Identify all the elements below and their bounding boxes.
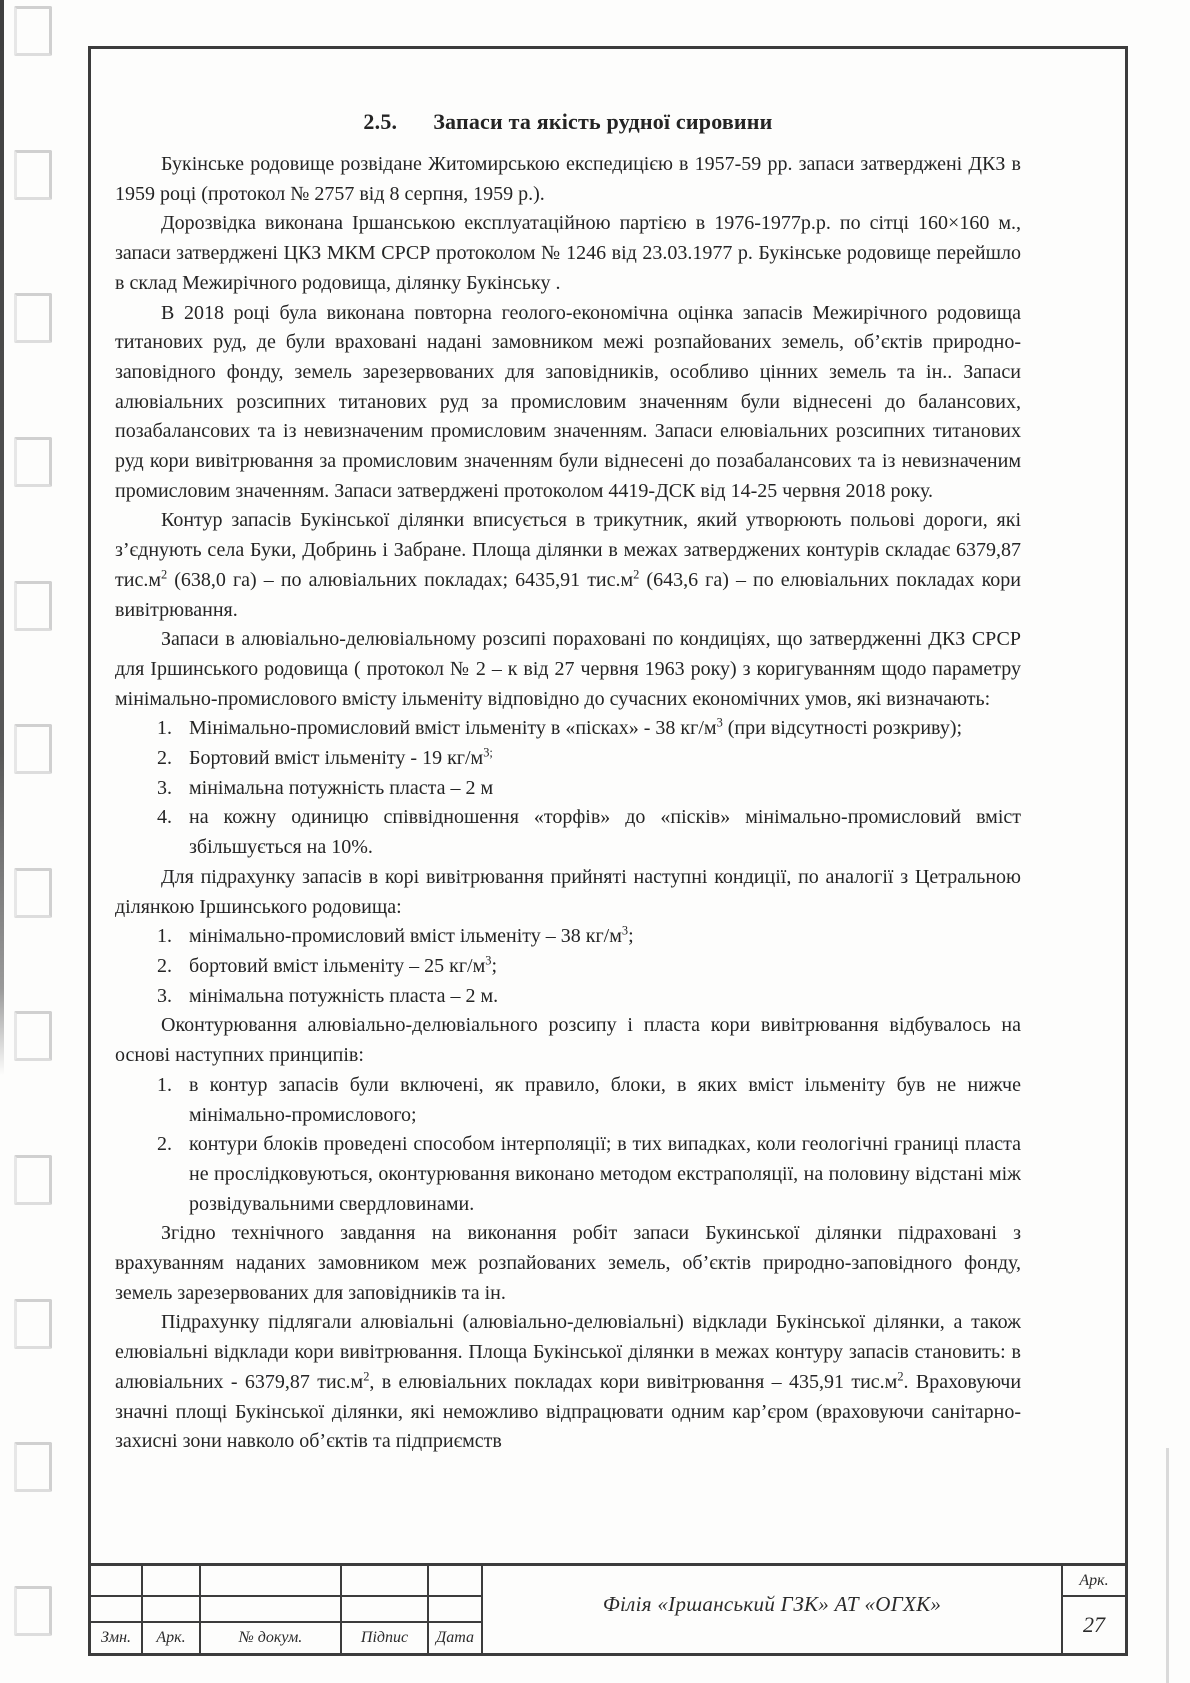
list-item-number: 2. (157, 1133, 172, 1156)
company-name-cell (483, 1566, 1063, 1653)
list-item (155, 1071, 1021, 1130)
titleblock-col-dokum: № докум. (201, 1623, 342, 1653)
binder-hole-mark (14, 150, 52, 200)
list-item-number: 2. (157, 747, 172, 770)
binder-hole-mark (14, 581, 52, 631)
page-frame (88, 46, 1128, 1656)
section-title: Запаси та якість рудної сировини (433, 109, 773, 134)
titleblock-col-pidpys: Підпис (342, 1623, 429, 1653)
list-item (155, 714, 1021, 744)
titleblock-empty-cell (91, 1597, 143, 1623)
sheet-number: 27 (1083, 1612, 1105, 1637)
list-item-number: 1. (157, 1073, 172, 1096)
list-item-text: Мінімально-промисловий вміст ільменіту в «пісках» - 38 $кг/м^3$ (при відсутності розкриву); (189, 715, 963, 740)
binder-hole-mark (14, 724, 52, 774)
list-item (155, 952, 1021, 982)
section-heading (115, 109, 1021, 135)
paragraph: Букінське родовище розвідане Житомирською експедицією в 1957-59 рр. запаси затверджені ДКЗ в 1959 році (протокол № 2757 від 8 серпня, 1959 р.). (115, 153, 1021, 205)
list-item (155, 774, 1021, 804)
paragraph: Дорозвідка виконана Іршанською експлуатаційною партією в 1976-1977р.р. по сітці 160×160 м., запаси затверджені ЦКЗ МКМ СРСР протоколом № 1246 від 23.03.1977 р. Букінське родовище перейшло в склад Межирічного родовища, ділянку Букінську . (115, 212, 1021, 294)
titleblock-empty-cell (429, 1597, 483, 1623)
list-item (155, 744, 1021, 774)
titleblock-empty-cell (201, 1597, 342, 1623)
list-item-number: 2. (157, 954, 172, 977)
list-item (155, 1130, 1021, 1219)
list-item (155, 922, 1021, 952)
paragraph: Запаси в алювіально-делювіальному розсипі пораховані по кондиціях, що затвердженні ДКЗ СРСР для Іршинського родовища ( протокол № 2 – к від 27 червня 1963 року) з коригуванням щодо параметру мінімально-промислового вмісту ільменіту відповідно до сучасних економічних умов, які визначають: (115, 628, 1021, 710)
list-item-text: Бортовий вміст ільменіту - 19 $кг/м^{3;}$ (189, 745, 493, 770)
titleblock-empty-cell (429, 1566, 483, 1597)
title-block-table (88, 1563, 1128, 1656)
titleblock-empty-cell (143, 1597, 201, 1623)
titleblock-col-zmn: Змн. (91, 1623, 143, 1653)
binder-hole-mark (14, 1442, 52, 1492)
sheet-label-cell: Арк. (1063, 1566, 1125, 1597)
titleblock-empty-cell (143, 1566, 201, 1597)
binder-hole-mark (14, 1299, 52, 1349)
titleblock-empty-cell (342, 1597, 429, 1623)
paragraph: Оконтурювання алювіально-делювіального розсипу і пласта кори вивітрювання відбувалось на основі наступних принципів: (115, 1014, 1021, 1067)
titleblock-col-data: Дата (429, 1623, 483, 1653)
document-body (115, 150, 1021, 1457)
binder-hole-mark (14, 1586, 52, 1636)
binder-hole-mark (14, 1155, 52, 1205)
paragraph: Для підрахунку запасів в корі вивітрювання прийняті наступні кондиції, по аналогії з Цетральною ділянкою Іршинського родовища: (115, 865, 1021, 918)
binder-hole-mark (14, 6, 52, 56)
binder-hole-mark (14, 868, 52, 918)
paragraph: Контур запасів Букінської ділянки вписується в трикутник, який утворюють польові дороги, які з’єднують села Буки, Добринь і Забране. Площа ділянки в межах затверджених контурів складає 6379,87 $тис.м^2$ (638,0 га) – по алювіальних покладах; 6435,91 $тис.м^2$ (643,6 га) – по елювіальних покладах кори вивітрювання. (115, 509, 1021, 621)
list-item-text: мінімальна потужність пласта – 2 м. (189, 984, 499, 1007)
section-number: 2.5. (363, 109, 398, 134)
titleblock-empty-cell (342, 1566, 429, 1597)
list-item-text: мінімальна потужність пласта – 2 м (189, 776, 494, 799)
scan-edge-shadow (0, 0, 4, 1075)
company-name: Філія «Іршанський ГЗК» АТ «ОГХК» (602, 1592, 942, 1616)
binder-hole-mark (14, 1011, 52, 1061)
list-item-number: 4. (157, 806, 172, 829)
list-item-text: в контур запасів були включені, як правило, блоки, в яких вміст ільменіту був не нижче мінімально-промислового; (189, 1073, 1021, 1126)
binder-hole-mark (14, 293, 52, 343)
list-item-text: бортовий вміст ільменіту – 25 $кг/м^3$; (189, 953, 497, 977)
list-item-number: 3. (157, 984, 172, 1007)
scan-artifact-line (1166, 1448, 1169, 1683)
list-item-text: на кожну одиницю співвідношення «торфів» до «пісків» мінімально-промисловий вміст збільшується на 10%. (189, 806, 1021, 859)
list-item-text: контури блоків проведені способом інтерполяції; в тих випадках, коли геологічні границі пласта не прослідковуються, оконтурювання виконано методом екстраполяції, на половину відстані між розвідувальними свердловинами. (189, 1133, 1021, 1215)
paragraph: Згідно технічного завдання на виконання робіт запаси Букинської ділянки підраховані з врахуванням наданих замовником меж розпайованих земель, об’єктів природно-заповідного фонду, земель зарезервованих для заповідників та ін. (115, 1222, 1021, 1304)
binder-hole-mark (14, 437, 52, 487)
list-item-number: 1. (157, 925, 172, 948)
titleblock-col-ark: Арк. (143, 1623, 201, 1653)
titleblock-empty-cell (91, 1566, 143, 1597)
list-item-number: 1. (157, 717, 172, 740)
paragraph: Підрахунку підлягали алювіальні (алювіально-делювіальні) відклади Букінської ділянки, а також елювіальні відклади кори вивітрювання. Площа Букінської ділянки в межах контуру запасів становить: в алювіальних - 6379,87 $тис.м^2$, в елювіальних покладах кори вивітрювання – 435,91 $тис.м^2$. Враховуючи значні площі Букінської ділянки, які неможливо відпрацювати одним кар’єром (враховуючи санітарно-захисні зони навколо об’єктів та підприємств (115, 1311, 1022, 1453)
list-item-text: мінімально-промисловий вміст ільменіту – 38 $кг/м^3$; (189, 923, 634, 948)
list-item (155, 982, 1021, 1012)
titleblock-empty-cell (201, 1566, 342, 1597)
list-item (155, 803, 1021, 862)
list-item-number: 3. (157, 776, 172, 799)
paragraph: В 2018 році була виконана повторна геолого-економічна оцінка запасів Межирічного родовища титанових руд, де були враховані надані замовником межі розпайованих земель, об’єктів природно-заповідного фонду, земель зарезервованих для заповідників, особливо цінних земель та ін.. Запаси алювіальних розсипних титанових руд за промисловим значенням були віднесені до балансових, позабалансових та із невизначеним промисловим значенням. Запаси елювіальних розсипних титанових руд кори вивітрювання за промисловим значенням були віднесені до позабалансових та із невизначеним промисловим значенням. Запаси затверджені протоколом 4419-ДСК від 14-25 червня 2018 року. (115, 301, 1021, 502)
